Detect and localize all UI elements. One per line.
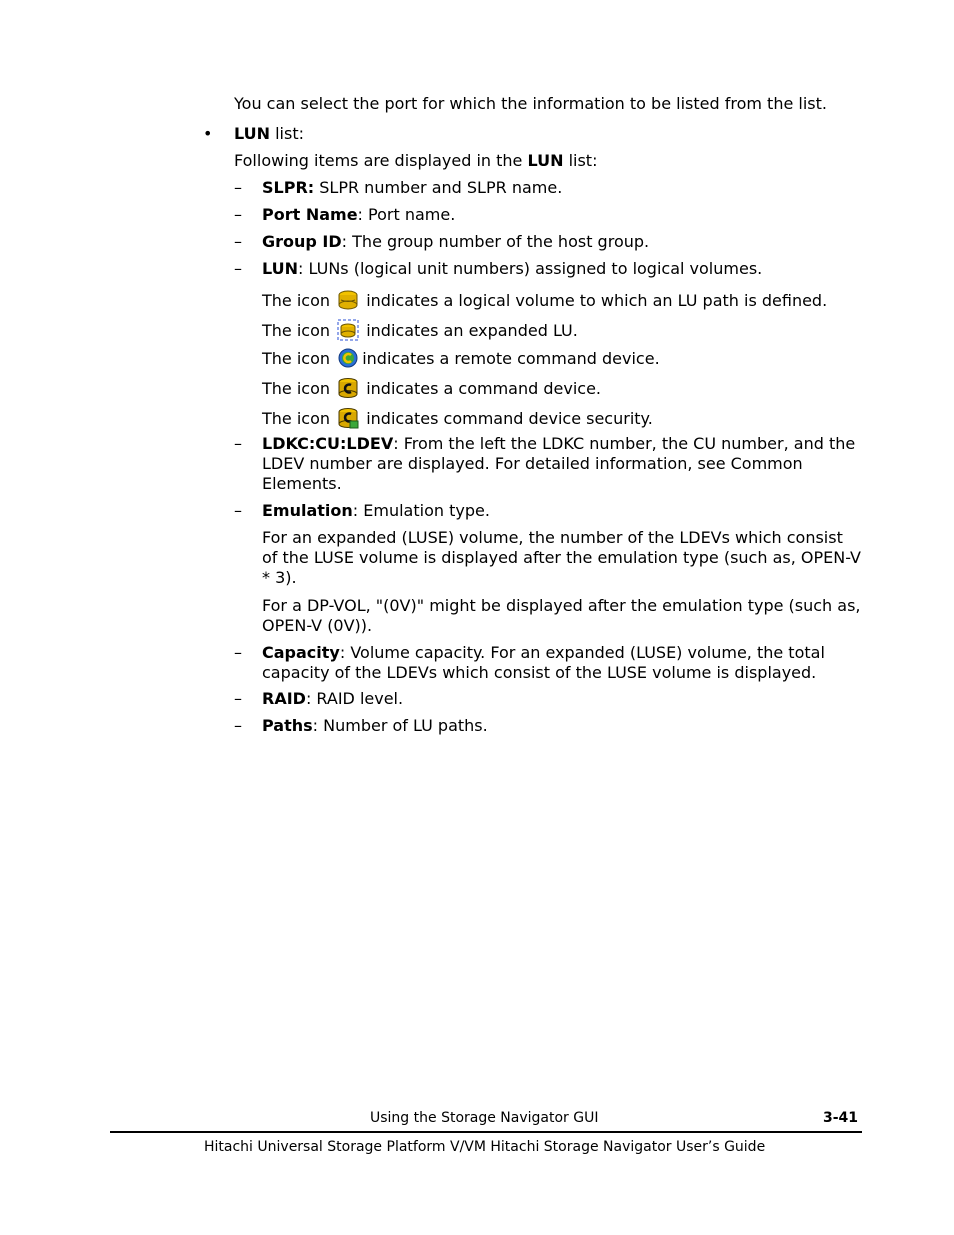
item-term: LUN <box>262 259 299 278</box>
lead-suffix: list: <box>563 151 598 170</box>
intro-text: You can select the port for which the information to be listed from the list. <box>234 94 827 113</box>
dash-marker: – <box>234 643 242 662</box>
lun-list-suffix: list: <box>270 124 304 143</box>
dash-marker: – <box>234 716 242 735</box>
item-group-id <box>262 232 649 252</box>
icon-line-text: indicates a logical volume to which an LU path is defined. <box>366 291 828 310</box>
item-term: Emulation <box>262 501 353 520</box>
item-emulation <box>262 501 490 521</box>
item-desc: SLPR number and SLPR name. <box>314 178 563 197</box>
icon-line-text: indicates a command device. <box>366 379 602 398</box>
dash-marker: – <box>234 259 242 278</box>
lun-list-term: LUN <box>234 124 271 143</box>
item-lun <box>262 259 762 279</box>
footer-section-title: Using the Storage Navigator GUI <box>370 1110 599 1126</box>
icon-line-remote-command <box>262 347 660 369</box>
command-device-icon <box>337 377 359 399</box>
dash-marker: – <box>234 501 242 520</box>
item-desc: : Number of LU paths. <box>312 716 488 735</box>
icon-line-command-security <box>262 407 653 429</box>
lead-term: LUN <box>527 151 564 170</box>
item-term: RAID <box>262 689 306 708</box>
item-desc: : RAID level. <box>305 689 404 708</box>
footer-guide-title: Hitachi Universal Storage Platform V/VM Hitachi Storage Navigator User’s Guide <box>204 1139 766 1155</box>
item-desc: : From the left the LDKC number, the CU number, and the LDEV number are displayed. For detailed information, see Common Elements. <box>262 434 856 493</box>
emulation-note-dpvol: For a DP-VOL, "(0V)" might be displayed after the emulation type (such as, OPEN-V (0V)). <box>262 596 861 635</box>
icon-line-prefix: The icon <box>262 291 331 310</box>
lun-list-lead <box>234 151 597 171</box>
icon-line-prefix: The icon <box>262 321 331 340</box>
command-device-security-icon <box>337 407 359 429</box>
lead-prefix: Following items are displayed in the <box>234 151 528 170</box>
icon-line-text: indicates a remote command device. <box>362 349 660 368</box>
bullet-marker: • <box>203 124 213 143</box>
item-capacity <box>262 643 862 683</box>
item-desc: : Emulation type. <box>352 501 490 520</box>
icon-line-prefix: The icon <box>262 409 331 428</box>
lun-list-heading <box>234 124 304 144</box>
item-desc: : LUNs (logical unit numbers) assigned to logical volumes. <box>298 259 763 278</box>
icon-line-command-device <box>262 377 601 399</box>
item-desc: : Volume capacity. For an expanded (LUSE) volume, the total capacity of the LDEVs which consist of the LUSE volume is displayed. <box>262 643 825 682</box>
remote-command-device-icon <box>337 347 355 369</box>
icon-line-prefix: The icon <box>262 379 331 398</box>
dash-marker: – <box>234 205 242 224</box>
icon-line-prefix: The icon <box>262 349 331 368</box>
item-port-name <box>262 205 455 225</box>
dash-marker: – <box>234 434 242 453</box>
item-term: Paths <box>262 716 313 735</box>
icon-line-lu-path <box>262 289 827 311</box>
footer-divider <box>110 1131 862 1133</box>
icon-line-text: indicates command device security. <box>366 409 653 428</box>
item-term: Capacity <box>262 643 340 662</box>
emulation-note-luse: For an expanded (LUSE) volume, the number of the LDEVs which consist of the LUSE volume is displayed after the emulation type (such as, OPEN-V * 3). <box>262 528 861 587</box>
icon-line-expanded-lu <box>262 319 578 341</box>
item-term: SLPR: <box>262 178 315 197</box>
icon-line-text: indicates an expanded LU. <box>366 321 578 340</box>
item-term: Port Name <box>262 205 358 224</box>
item-desc: : Port name. <box>357 205 456 224</box>
item-desc: : The group number of the host group. <box>341 232 650 251</box>
lu-path-volume-icon <box>337 289 359 311</box>
footer-page-number: 3-41 <box>823 1110 859 1126</box>
dash-marker: – <box>234 178 242 197</box>
item-term: LDKC:CU:LDEV <box>262 434 394 453</box>
item-slpr <box>262 178 562 198</box>
item-raid <box>262 689 403 709</box>
item-ldkc-cu-ldev <box>262 434 862 494</box>
item-paths <box>262 716 488 736</box>
expanded-lu-icon <box>337 319 359 341</box>
dash-marker: – <box>234 232 242 251</box>
item-term: Group ID <box>262 232 342 251</box>
dash-marker: – <box>234 689 242 708</box>
